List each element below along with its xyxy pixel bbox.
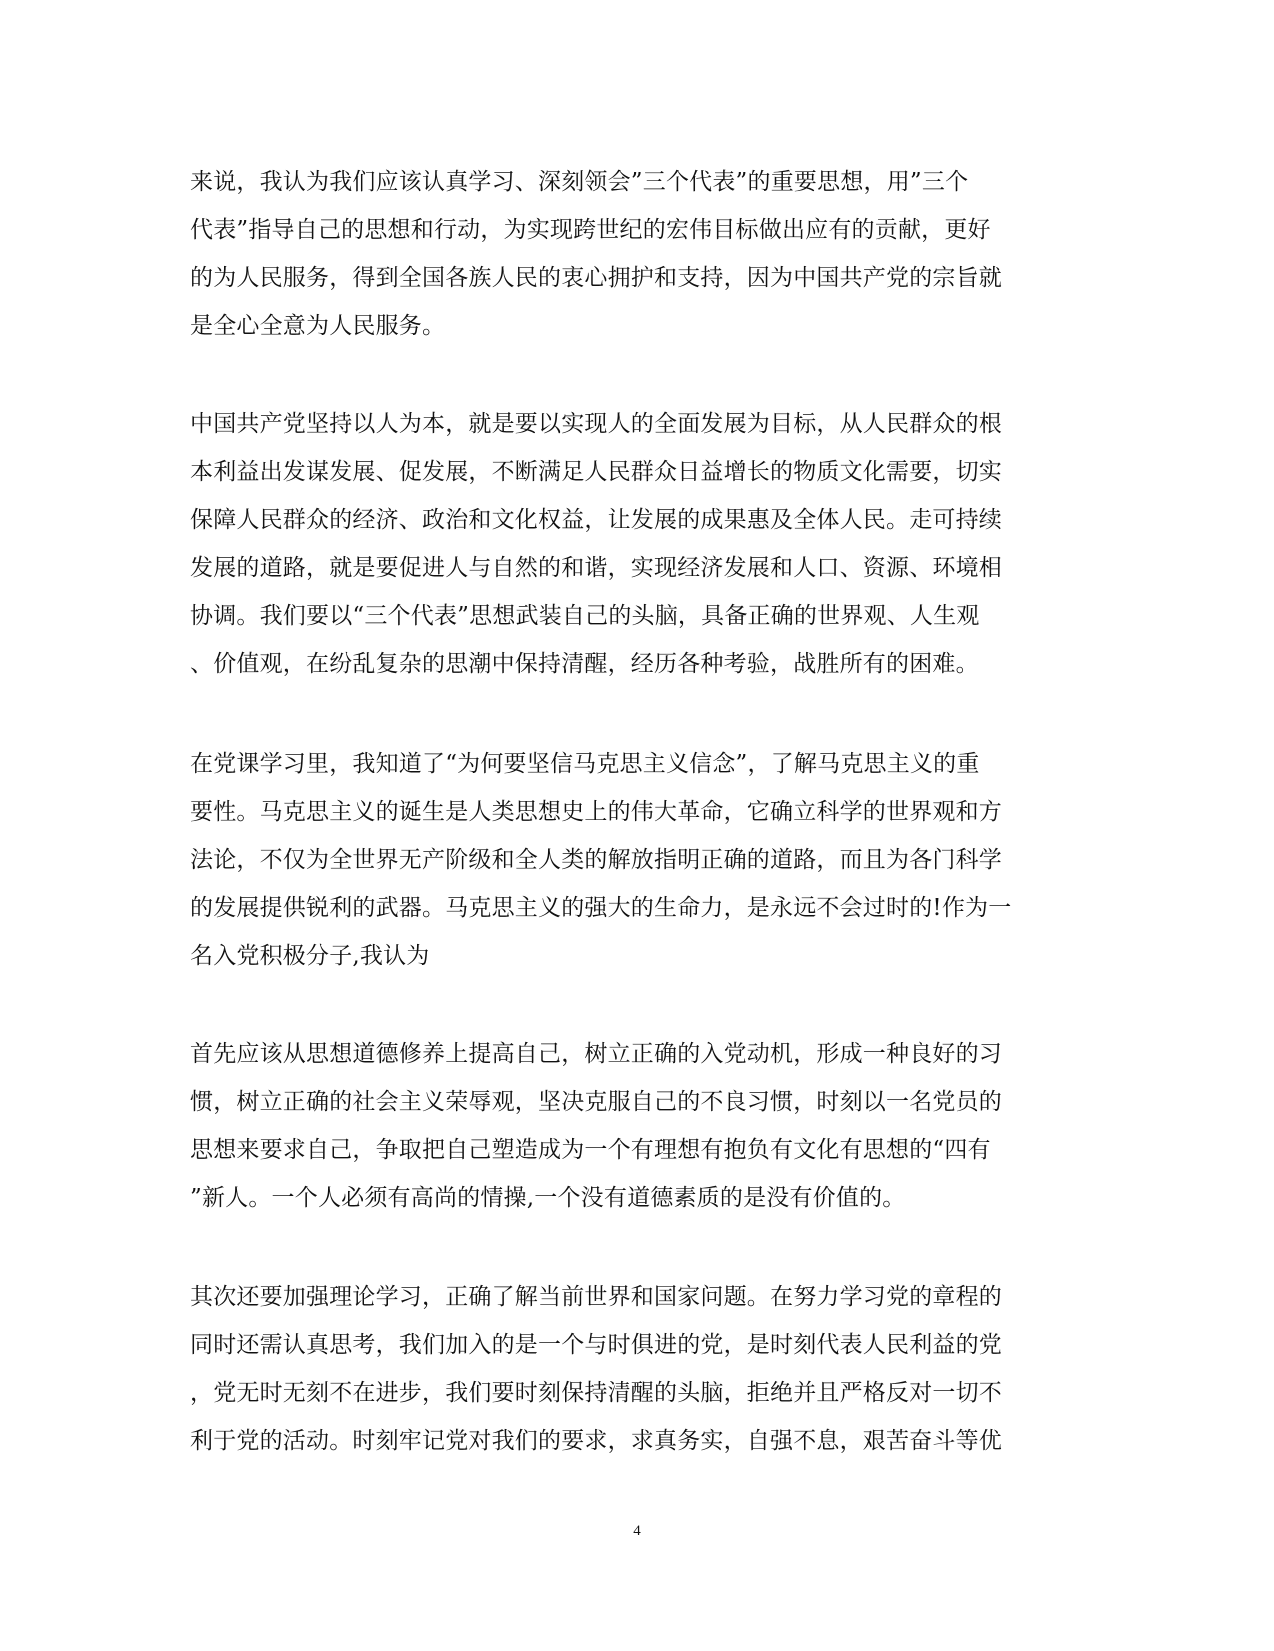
- text-line: 其次还要加强理论学习，正确了解当前世界和国家问题。在努力学习党的章程的: [190, 1284, 1002, 1310]
- text-line: 中国共产党坚持以人为本，就是要以实现人的全面发展为目标，从人民群众的根: [190, 411, 1002, 437]
- text-line: 本利益出发谋发展、促发展，不断满足人民群众日益增长的物质文化需要，切实: [190, 459, 1002, 485]
- paragraph-3: [190, 740, 1070, 980]
- text-line: 来说，我认为我们应该认真学习、深刻领会”三个代表”的重要思想，用”三个: [190, 169, 969, 195]
- text-line: 同时还需认真思考，我们加入的是一个与时俱进的党，是时刻代表人民利益的党: [190, 1332, 1002, 1358]
- paragraph-1: [190, 158, 1070, 350]
- paragraph-4: [190, 1030, 1070, 1222]
- text-line: 保障人民群众的经济、政治和文化权益，让发展的成果惠及全体人民。走可持续: [190, 507, 1002, 533]
- text-line: 是全心全意为人民服务。: [190, 313, 446, 339]
- text-line: 惯，树立正确的社会主义荣辱观，坚决克服自己的不良习惯，时刻以一名党员的: [190, 1089, 1002, 1115]
- text-line: 发展的道路，就是要促进人与自然的和谐，实现经济发展和人口、资源、环境相: [190, 555, 1002, 581]
- text-line: 、价值观，在纷乱复杂的思潮中保持清醒，经历各种考验，战胜所有的困难。: [190, 651, 979, 677]
- text-line: 协调。我们要以“三个代表”思想武装自己的头脑，具备正确的世界观、人生观: [190, 603, 980, 629]
- page-number: 4: [633, 1523, 641, 1539]
- text-line: 思想来要求自己，争取把自己塑造成为一个有理想有抱负有文化有思想的“四有: [190, 1137, 991, 1163]
- text-line: 法论，不仅为全世界无产阶级和全人类的解放指明正确的道路，而且为各门科学: [190, 847, 1002, 873]
- paragraph-5: [190, 1273, 1070, 1465]
- text-line: ”新人。一个人必须有高尚的情操,一个没有道德素质的是没有价值的。: [190, 1185, 906, 1211]
- text-line: 在党课学习里，我知道了“为何要坚信马克思主义信念”，了解马克思主义的重: [190, 751, 980, 777]
- text-line: 的发展提供锐利的武器。马克思主义的强大的生命力，是永远不会过时的!作为一: [190, 895, 1012, 921]
- text-line: 代表”指导自己的思想和行动，为实现跨世纪的宏伟目标做出应有的贡献，更好: [190, 217, 991, 243]
- text-line: 利于党的活动。时刻牢记党对我们的要求，求真务实，自强不息，艰苦奋斗等优: [190, 1428, 1002, 1454]
- text-line: ，党无时无刻不在进步，我们要时刻保持清醒的头脑，拒绝并且严格反对一切不: [190, 1380, 1002, 1406]
- text-line: 要性。马克思主义的诞生是人类思想史上的伟大革命，它确立科学的世界观和方: [190, 799, 1002, 825]
- text-line: 首先应该从思想道德修养上提高自己，树立正确的入党动机，形成一种良好的习: [190, 1041, 1002, 1067]
- text-line: 名入党积极分子,我认为: [190, 943, 430, 969]
- text-line: 的为人民服务，得到全国各族人民的衷心拥护和支持，因为中国共产党的宗旨就: [190, 265, 1002, 291]
- paragraph-2: [190, 400, 1070, 688]
